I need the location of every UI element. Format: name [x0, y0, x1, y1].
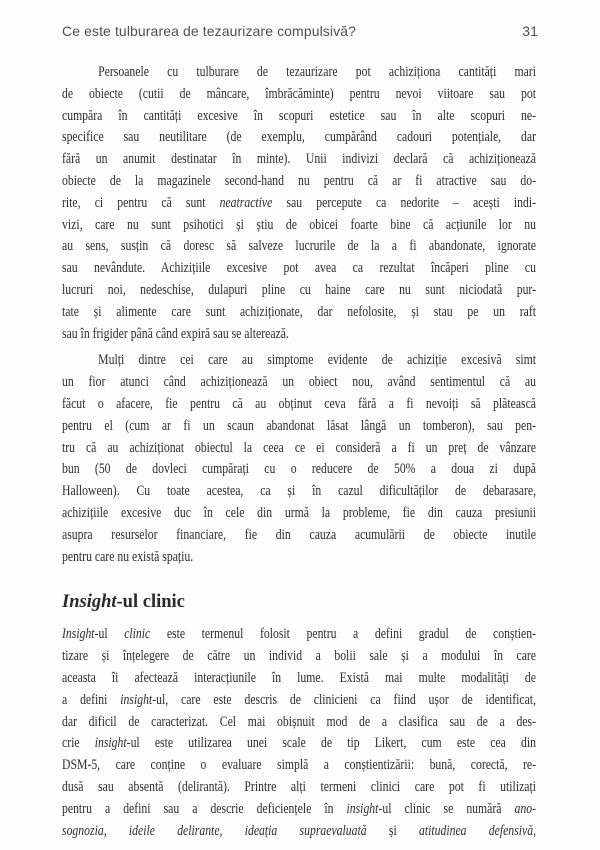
text-run: Halloween). Cu toate acestea, ca și în cazul dificultăților de debarasare,	[62, 483, 537, 500]
text-run: lucruri noi, nedeschise, dulapuri pline cu haine care nu sunt niciodată pur-	[62, 281, 537, 298]
text-run: dusă sau absentă (delirantă). Printre alți termeni clinici care pot fi utilizați	[62, 778, 537, 795]
text-line	[62, 459, 536, 481]
text-line	[62, 690, 536, 712]
text-line	[62, 547, 536, 569]
text-line	[62, 503, 536, 525]
text-run: insight	[346, 800, 379, 817]
text-run: de obiecte (cutii de mâncare, îmbrăcăminte) pentru nevoi viitoare sau pot	[62, 85, 537, 102]
text-run: Insight	[62, 626, 95, 643]
text-line	[62, 799, 536, 821]
text-line	[62, 280, 536, 302]
text-line	[62, 62, 536, 84]
text-run: ano-	[514, 800, 537, 817]
text-line	[62, 84, 536, 106]
text-line	[62, 777, 536, 799]
text-line	[62, 624, 536, 646]
text-line	[62, 236, 536, 258]
text-run: obiecte de la magazinele second-hand nu pentru că ar fi atractive sau do-	[62, 172, 537, 189]
text-run: tru că au achiziționat obiectul la ceea ce ei consideră a fi un preț de vânzare	[62, 439, 537, 456]
text-line	[62, 106, 536, 128]
text-line	[62, 438, 536, 460]
text-line	[62, 525, 536, 547]
text-run: atitudinea defensivă	[418, 822, 534, 839]
running-header-title: Ce este tulburarea de tezaurizare compulsivă?	[62, 23, 356, 39]
text-run: insight	[120, 691, 153, 708]
page-body	[62, 62, 538, 842]
text-run: sau în frigider până când expiră sau se alterează.	[62, 325, 289, 342]
text-line	[62, 733, 536, 755]
text-line	[62, 302, 536, 324]
section-heading-text: -ul clinic	[116, 592, 185, 613]
text-run: aceasta îi afectează interacțiunile în lume. Există mai multe modalități de	[62, 669, 537, 686]
text-run: -ul clinic se numără	[378, 800, 515, 817]
text-line	[62, 821, 536, 843]
text-run: -ul este utilizarea unei scale de tip Likert, cum este cea din	[126, 735, 536, 752]
text-run: crie	[62, 735, 95, 752]
text-run: ,	[533, 822, 537, 839]
section-heading-text: Insight	[62, 592, 117, 613]
text-run: pentru a defini sau a descrie deficiențele în	[62, 800, 347, 817]
text-run: -ul	[94, 626, 125, 643]
text-line	[62, 171, 536, 193]
text-run: rite, ci pentru că sunt	[62, 194, 220, 211]
text-line	[62, 127, 536, 149]
text-run: dar dificil de caracterizat. Cel mai obișnuit mod de a clasifica sau de a des-	[62, 713, 537, 730]
text-run: bun (50 de dovleci cumpărați cu o reducere de 50% a doua zi după	[62, 461, 537, 478]
text-run: cumpăra în cantități excesive în scopuri estetice sau în alte scopuri ne-	[62, 107, 537, 124]
text-run: a defini	[62, 691, 121, 708]
text-run: insight	[94, 735, 127, 752]
text-line	[62, 394, 536, 416]
text-line	[62, 215, 536, 237]
text-line	[62, 324, 536, 346]
text-run: au sens, susțin că doresc să salveze lucrurile de la a fi abandonate, ignorate	[62, 238, 537, 255]
text-run: este termenul folosit pentru a defini gradul de conștien-	[150, 626, 536, 643]
text-run: pentru el (cum ar fi un scaun abandonat lăsat lângă un tomberon), sau pen-	[62, 417, 537, 434]
text-run: DSM-5, care conține o evaluare simplă a conștientizării: bună, corectă, re-	[62, 757, 537, 774]
text-line	[62, 350, 536, 372]
text-run: fără un anumit destinatar în minte). Unii indivizi declară că achiziționează	[62, 151, 537, 168]
text-run: vizi, care nu sunt psihotici și știu de obicei foarte bine că acțiunile lor nu	[62, 216, 537, 233]
text-run: sau nevândute. Achizițiile excesive pot avea ca rezultat încăperi pline cu	[62, 260, 537, 277]
page-number: 31	[522, 23, 538, 39]
text-run: sau percepute ca nedorite – acești indi-	[272, 194, 537, 211]
text-line	[62, 258, 536, 280]
text-run: tizare și înțelegere de către un individ a bolii sale și a modului în care	[62, 648, 537, 665]
text-run: neatractive	[219, 194, 273, 211]
paragraph	[62, 624, 538, 842]
text-run: achizițiile excesive duc în cele din urmă la probleme, fie din cauza presiunii	[62, 504, 537, 521]
running-header	[62, 23, 538, 39]
text-run: făcut o afacere, fie pentru că au obținut ceva fără a fi nevoiți să plătească	[62, 395, 537, 412]
text-run: specifice sau neutilitare (de exemplu, cumpărând cadouri potențiale, dar	[62, 129, 537, 146]
text-run: tate și alimente care sunt achiziționate, dar nefolosite, și stau pe un raft	[62, 303, 537, 320]
text-line	[62, 149, 536, 171]
text-run: și	[366, 822, 419, 839]
text-line	[62, 193, 536, 215]
text-run: Mulți dintre cei care au simptome evidente de achiziție excesivă simt	[98, 352, 537, 369]
text-run: clinic	[124, 626, 151, 643]
text-line	[62, 668, 536, 690]
paragraph	[62, 62, 538, 345]
text-run: Persoanele cu tulburare de tezaurizare pot achiziționa cantități mari	[98, 64, 537, 80]
text-run: -ul, care este descris de clinicieni ca fiind ușor de identificat,	[152, 691, 537, 708]
text-line	[62, 481, 536, 503]
text-run: pentru care nu există spațiu.	[62, 548, 194, 565]
text-line	[62, 755, 536, 777]
text-run: un fior atunci când achiziționează un obiect nou, având sentimentul că au	[62, 374, 537, 391]
text-line	[62, 372, 536, 394]
text-line	[62, 416, 536, 438]
section-heading	[62, 589, 538, 615]
text-line	[62, 712, 536, 734]
text-run: sognozia, ideile delirante, ideația supraevaluată	[62, 822, 367, 839]
text-run: asupra resurselor financiare, fie din cauza acumulării de obiecte inutile	[62, 526, 537, 543]
text-line	[62, 646, 536, 668]
paragraph	[62, 350, 538, 568]
